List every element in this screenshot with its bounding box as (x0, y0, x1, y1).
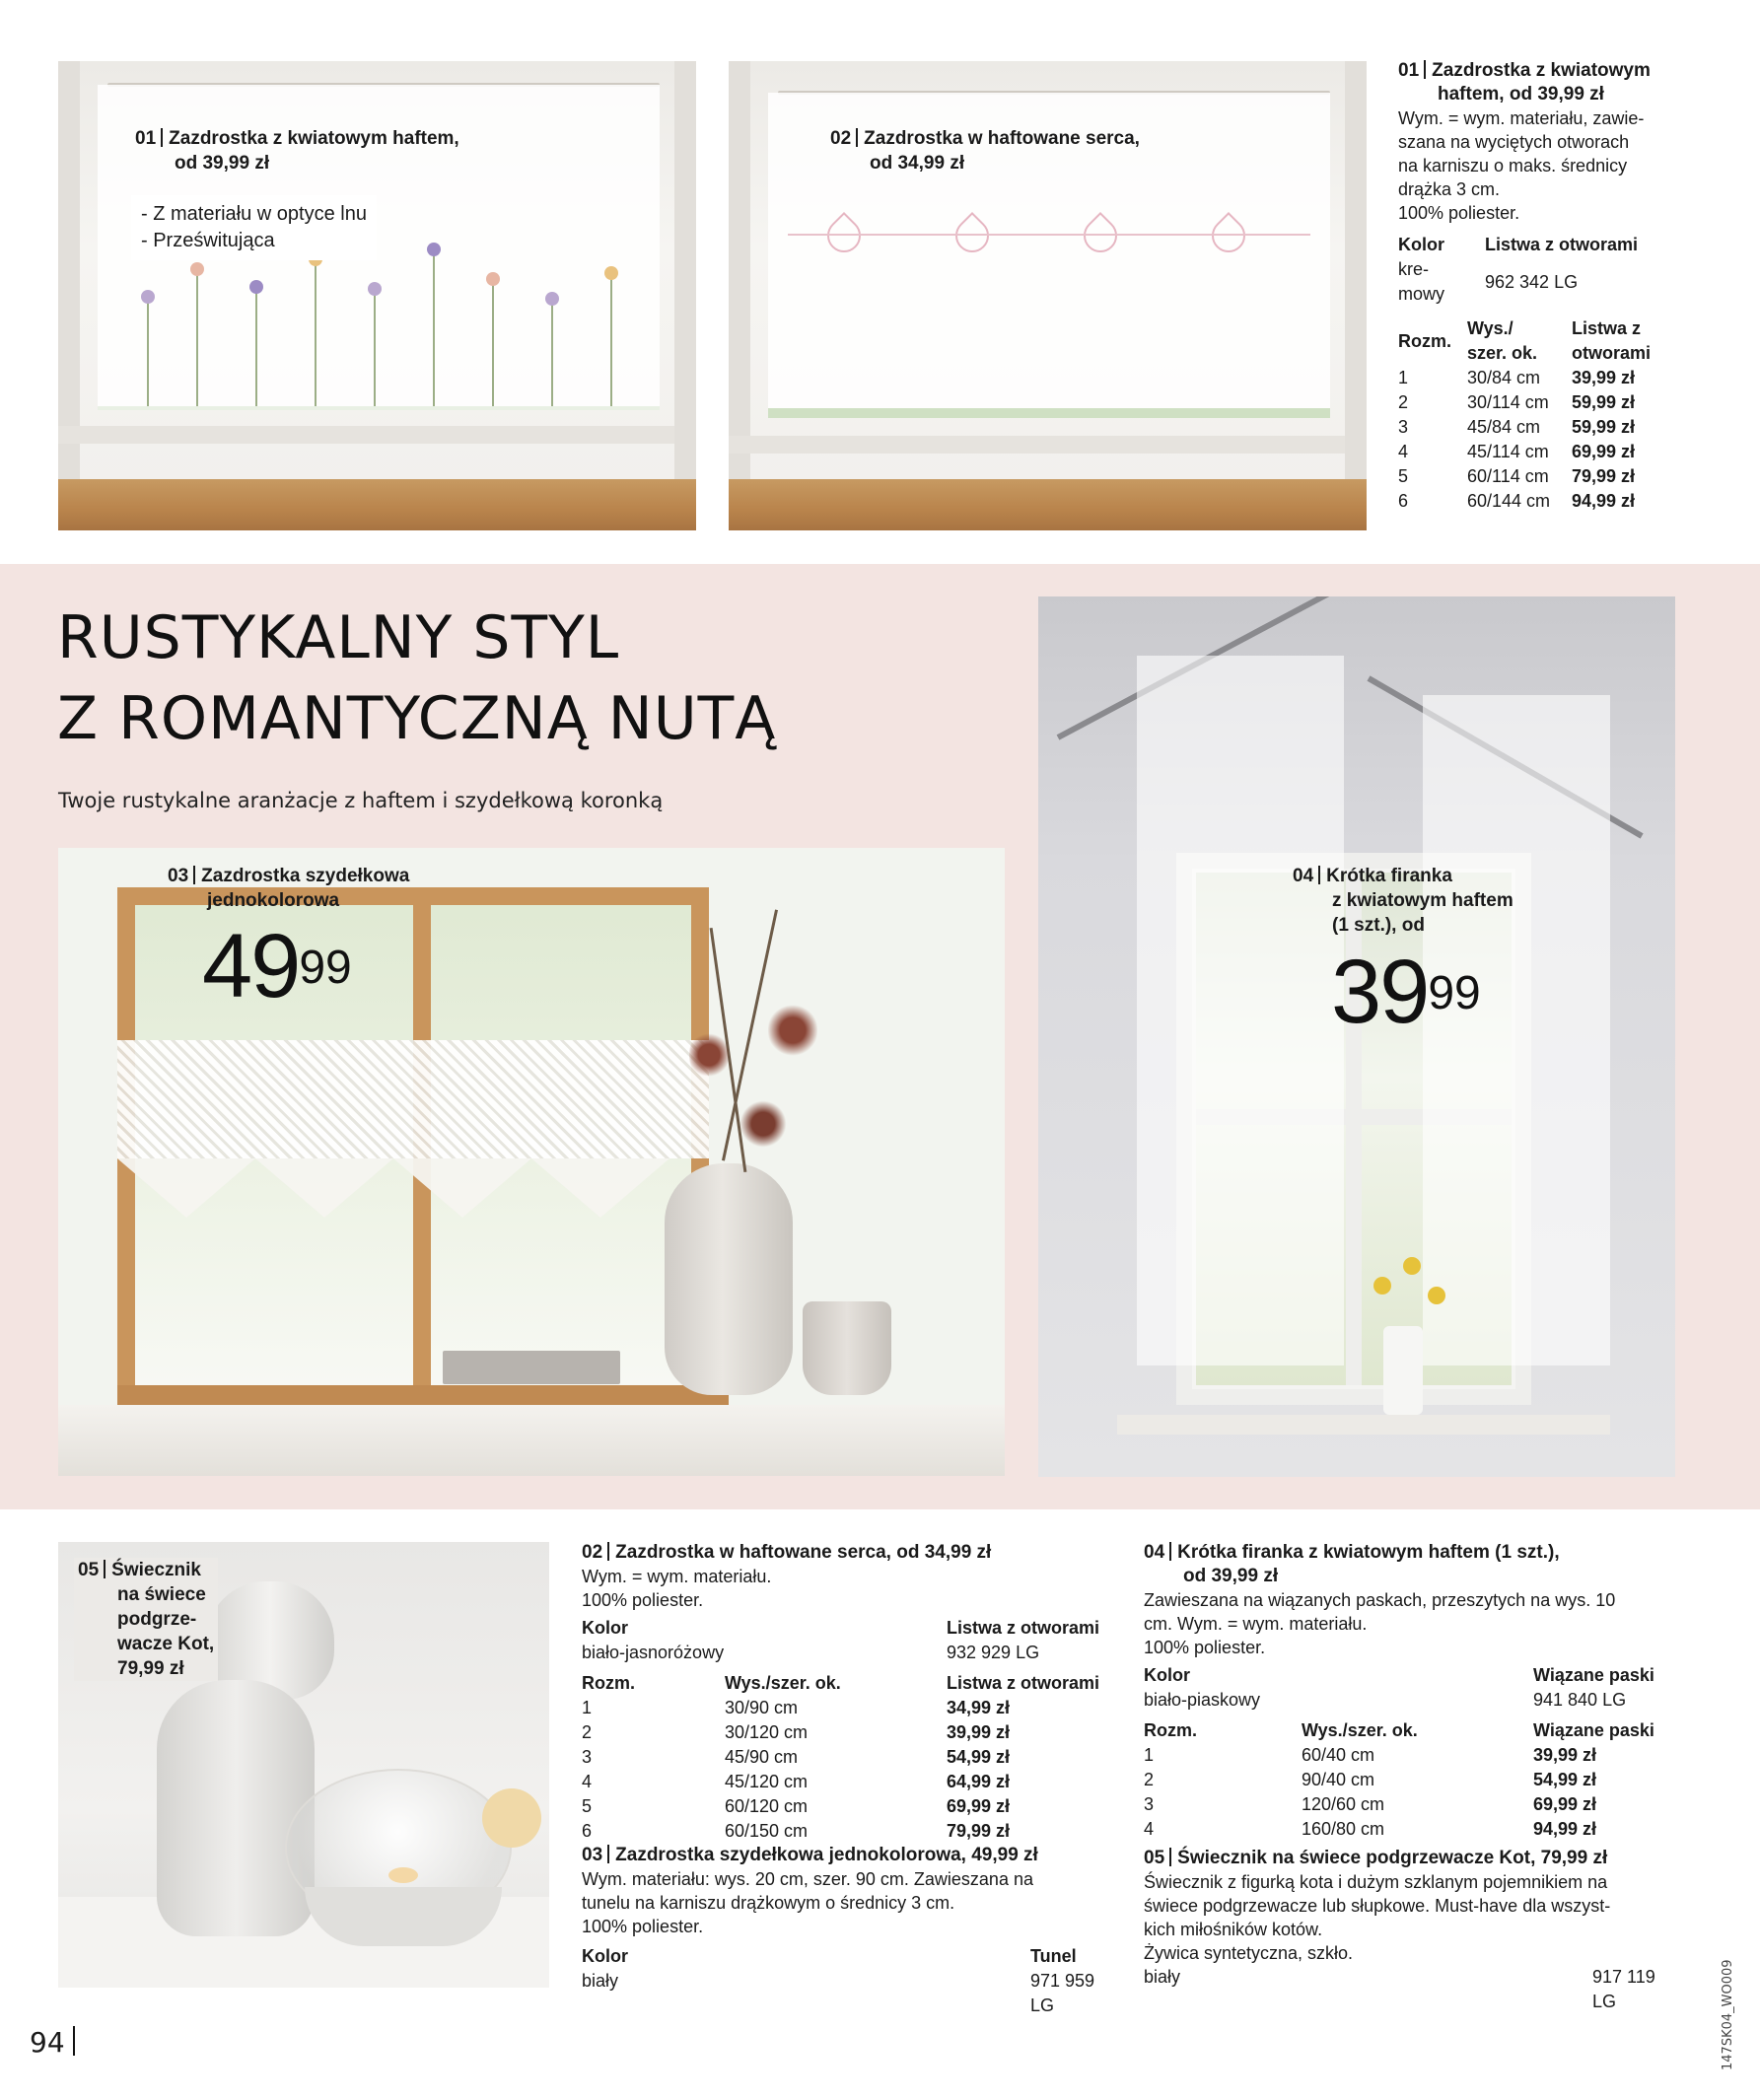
size-row (1398, 464, 1658, 489)
size-row (1144, 1792, 1676, 1817)
size-price: 54,99 zł (1533, 1770, 1597, 1789)
size-price: 39,99 zł (1533, 1745, 1597, 1765)
spec-04-desc-3: 100% poliester. (1144, 1638, 1266, 1657)
spec-01-color-table: Kolor Listwa z otworami kre- mowy 962 342 LG (1398, 235, 1639, 304)
size-row (1398, 440, 1658, 464)
page-title-line2: Z ROMANTYCZNĄ NUTĄ (57, 684, 777, 753)
spec-01-heading: 01 Zazdrostka z kwiatowym (1398, 60, 1651, 81)
size-dimensions: 60/150 cm (725, 1821, 809, 1841)
size-price: 34,99 zł (947, 1698, 1011, 1717)
size-price: 69,99 zł (1533, 1794, 1597, 1814)
size-row (1144, 1817, 1676, 1842)
spec-03-desc-1: Wym. materiału: wys. 20 cm, szer. 90 cm. Zawieszana na (582, 1869, 1033, 1889)
spec-04-heading-l2: od 39,99 zł (1183, 1566, 1279, 1586)
caption-02-num: 02 (830, 128, 852, 149)
size-number: 4 (582, 1772, 593, 1791)
size-number: 6 (582, 1821, 593, 1841)
size-dimensions: 45/114 cm (1467, 442, 1549, 461)
spec-04-desc-1: Zawieszana na wiązanych paskach, przeszytych na wys. 10 (1144, 1590, 1616, 1610)
size-dimensions: 60/120 cm (725, 1796, 809, 1816)
caption-03-title-l1: Zazdrostka szydełkowa (201, 866, 410, 886)
spec-01-desc-4: drążka 3 cm. (1398, 179, 1501, 199)
spec-01-size-table: Rozm. Wys./ szer. ok. Listwa z otworami 1 30/84 cm 39,99 zł 2 30/114 cm 59,99 zł 3 45/84 cm 59,99 zł 4 45/114 cm 69,99 zł 5 60/114 cm 79,99 zł 6 60/144 cm 94,99 zł (1398, 316, 1658, 514)
caption-04-title-l1: Krótka firanka (1326, 866, 1452, 886)
size-price: 59,99 zł (1572, 417, 1636, 437)
size-dimensions: 30/114 cm (1467, 392, 1549, 412)
size-price: 94,99 zł (1572, 491, 1636, 511)
size-number: 4 (1144, 1819, 1155, 1839)
caption-04-title-l3: (1 szt.), od (1332, 915, 1425, 936)
spec-01-desc-1: Wym. = wym. materiału, zawie- (1398, 108, 1645, 128)
spec-05-heading: 05 Świecznik na świece podgrzewacze Kot, 79,99 zł (1144, 1848, 1608, 1868)
caption-04-num: 04 (1293, 866, 1314, 886)
spec-03 (582, 1844, 1129, 2018)
caption-05-num: 05 (78, 1560, 100, 1580)
size-dimensions: 45/84 cm (1467, 417, 1541, 437)
spec-05-color-table: biały 917 119 LG (1144, 1967, 1655, 2011)
spec-05-desc-4: Żywica syntetyczna, szkło. (1144, 1943, 1354, 1963)
size-number: 5 (582, 1796, 593, 1816)
size-number: 3 (1144, 1794, 1155, 1814)
size-row (1398, 415, 1658, 440)
page-subtitle: Twoje rustykalne aranżacje z haftem i szydełkową koronką (58, 789, 664, 812)
price-04 (1331, 942, 1481, 1042)
size-price: 69,99 zł (947, 1796, 1011, 1816)
caption-05-title-l2: na świece (117, 1584, 206, 1605)
size-price: 59,99 zł (1572, 392, 1636, 412)
price-03-cents: 99 (299, 942, 352, 994)
spec-01-desc-3: na karniszu o maks. średnicy (1398, 156, 1628, 175)
caption-04 (1293, 864, 1514, 938)
spec-02-desc-2: 100% poliester. (582, 1590, 704, 1610)
size-dimensions: 45/120 cm (725, 1772, 809, 1791)
caption-05-title-l5: 79,99 zł (117, 1658, 184, 1679)
catalog-code: 147SK04_WO009 (1721, 1959, 1735, 2070)
page-title (57, 597, 776, 759)
size-number: 5 (1398, 466, 1409, 486)
size-row (582, 1794, 1129, 1819)
size-price: 94,99 zł (1533, 1819, 1597, 1839)
size-price: 79,99 zł (1572, 466, 1636, 486)
spec-02-color-table: Kolor Listwa z otworami biało-jasnoróżowy 932 929 LG (582, 1618, 1100, 1662)
spec-03-desc-3: 100% poliester. (582, 1917, 704, 1936)
caption-05-title-l3: podgrze- (117, 1609, 197, 1630)
feature-sheer: - Prześwitująca (141, 230, 275, 251)
size-price: 54,99 zł (947, 1747, 1011, 1767)
spec-04-desc-2: cm. Wym. = wym. materiału. (1144, 1614, 1368, 1634)
caption-05-title-l4: wacze Kot, (117, 1634, 215, 1654)
size-dimensions: 90/40 cm (1302, 1770, 1375, 1789)
spec-01-desc-5: 100% poliester. (1398, 203, 1520, 223)
spec-04 (1144, 1541, 1676, 1842)
caption-01-title-l1: Zazdrostka z kwiatowym haftem, (169, 128, 459, 149)
spec-05-desc-3: kich miłośników kotów. (1144, 1920, 1323, 1939)
size-number: 3 (1398, 417, 1409, 437)
spec-02-size-table: Rozm. Wys./szer. ok. Listwa z otworami 1 30/90 cm 34,99 zł 2 30/120 cm 39,99 zł 3 45/90 cm 54,99 zł 4 45/120 cm 64,99 zł 5 60/120 cm 69,99 zł 6 60/150 cm 79,99 zł (582, 1671, 1129, 1844)
size-row (1144, 1743, 1676, 1768)
spec-02 (582, 1541, 1129, 1844)
size-number: 4 (1398, 442, 1409, 461)
size-price: 39,99 zł (1572, 368, 1636, 387)
size-dimensions: 45/90 cm (725, 1747, 799, 1767)
spec-01 (1398, 59, 1733, 514)
size-price: 39,99 zł (947, 1722, 1011, 1742)
size-row (1144, 1768, 1676, 1792)
price-04-cents: 99 (1428, 967, 1481, 1019)
size-number: 1 (1144, 1745, 1155, 1765)
size-dimensions: 120/60 cm (1302, 1794, 1385, 1814)
caption-04-title-l2: z kwiatowym haftem (1332, 890, 1514, 911)
spec-04-heading: 04 Krótka firanka z kwiatowym haftem (1 szt.), (1144, 1542, 1560, 1563)
caption-03-title-l2: jednokolorowa (207, 890, 340, 911)
caption-01-features (131, 195, 377, 260)
caption-02 (830, 126, 1140, 175)
page-number: 94 (30, 2026, 75, 2059)
caption-02-title-l2: od 34,99 zł (870, 153, 965, 174)
spec-02-heading: 02 Zazdrostka w haftowane serca, od 34,99 zł (582, 1542, 992, 1563)
size-number: 2 (1398, 392, 1409, 412)
size-number: 1 (1398, 368, 1409, 387)
caption-05 (74, 1558, 218, 1681)
size-row (1398, 366, 1658, 390)
size-dimensions: 30/90 cm (725, 1698, 799, 1717)
caption-01-title-l2: od 39,99 zł (175, 153, 270, 174)
size-row (1398, 489, 1658, 514)
caption-03-num: 03 (168, 866, 189, 886)
size-dimensions: 60/144 cm (1467, 491, 1551, 511)
size-row (582, 1696, 1129, 1720)
caption-05-title-l1: Świecznik (111, 1560, 201, 1580)
caption-01 (135, 126, 459, 175)
spec-05-desc-2: świece podgrzewacze lub słupkowe. Must-have dla wszyst- (1144, 1896, 1611, 1916)
spec-03-heading: 03 Zazdrostka szydełkowa jednokolorowa, 49,99 zł (582, 1845, 1038, 1865)
size-number: 1 (582, 1698, 593, 1717)
size-row (582, 1745, 1129, 1770)
size-number: 6 (1398, 491, 1409, 511)
page-title-line1: RUSTYKALNY STYL (57, 603, 620, 672)
price-04-main: 39 (1331, 942, 1429, 1042)
spec-02-desc-1: Wym. = wym. materiału. (582, 1567, 772, 1586)
caption-01-num: 01 (135, 128, 157, 149)
size-dimensions: 30/84 cm (1467, 368, 1541, 387)
size-row (582, 1720, 1129, 1745)
price-03 (202, 916, 352, 1016)
size-dimensions: 60/40 cm (1302, 1745, 1375, 1765)
spec-04-size-table: Rozm. Wys./szer. ok. Wiązane paski 1 60/40 cm 39,99 zł 2 90/40 cm 54,99 zł 3 120/60 cm 69,99 zł 4 160/80 cm 94,99 zł (1144, 1718, 1676, 1842)
size-dimensions: 60/114 cm (1467, 466, 1549, 486)
photo-crochet-curtain-03 (58, 848, 1005, 1476)
spec-03-desc-2: tunelu na karniszu drążkowym o średnicy 3 cm. (582, 1893, 955, 1913)
caption-02-title-l1: Zazdrostka w haftowane serca, (864, 128, 1140, 149)
spec-01-desc-2: szana na wyciętych otworach (1398, 132, 1630, 152)
feature-linen: - Z materiału w optyce lnu (141, 203, 367, 225)
size-price: 79,99 zł (947, 1821, 1011, 1841)
size-dimensions: 30/120 cm (725, 1722, 809, 1742)
spec-05-desc-1: Świecznik z figurką kota i dużym szklanym pojemnikiem na (1144, 1872, 1608, 1892)
size-price: 69,99 zł (1572, 442, 1636, 461)
spec-03-color-table: Kolor Tunel biały 971 959 LG (582, 1946, 1095, 2015)
spec-01-heading-l2: haftem, od 39,99 zł (1438, 84, 1604, 105)
size-number: 2 (582, 1722, 593, 1742)
size-row (582, 1770, 1129, 1794)
size-dimensions: 160/80 cm (1302, 1819, 1385, 1839)
size-number: 2 (1144, 1770, 1155, 1789)
price-03-main: 49 (202, 916, 300, 1016)
spec-05 (1144, 1847, 1676, 2014)
size-number: 3 (582, 1747, 593, 1767)
caption-03 (168, 864, 409, 913)
size-row (1398, 390, 1658, 415)
size-row (582, 1819, 1129, 1844)
size-price: 64,99 zł (947, 1772, 1011, 1791)
spec-04-color-table: Kolor Wiązane paski biało-piaskowy 941 840 LG (1144, 1665, 1654, 1710)
